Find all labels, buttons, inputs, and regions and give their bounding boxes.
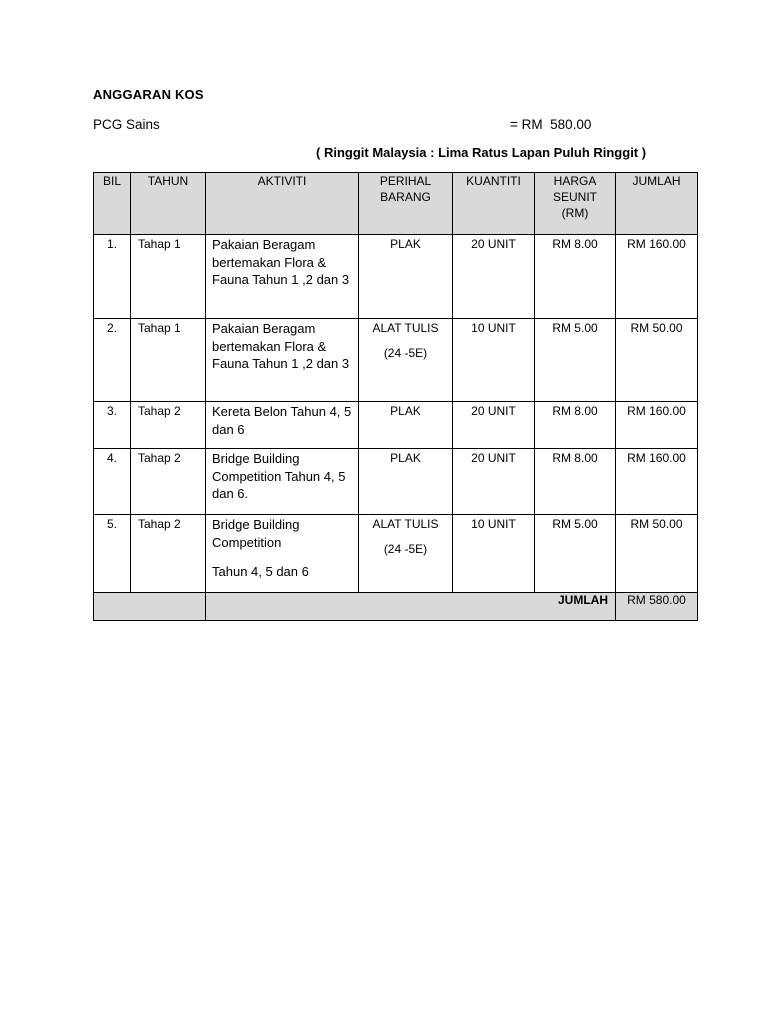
cell-jumlah: RM 160.00 — [616, 235, 698, 319]
cell-tahun: Tahap 2 — [131, 402, 206, 449]
total-label: JUMLAH — [206, 593, 616, 621]
perihal-note: (24 -5E) — [383, 542, 428, 556]
cell-aktiviti: Bridge Building Competition Tahun 4, 5 dan 6 — [206, 515, 359, 593]
header-bil: BIL — [94, 173, 131, 235]
cell-perihal: ALAT TULIS (24 -5E) — [359, 515, 453, 593]
table-row — [94, 319, 698, 402]
cell-aktiviti: Kereta Belon Tahun 4, 5 dan 6 — [206, 402, 359, 449]
table-row — [94, 402, 698, 449]
page-title: ANGGARAN KOS — [93, 87, 204, 102]
cost-label: PCG Sains — [93, 117, 160, 132]
cell-kuantiti: 20 UNIT — [453, 402, 535, 449]
table-row — [94, 235, 698, 319]
header-harga-seunit: HARGA SEUNIT (RM) — [535, 173, 616, 235]
cost-value: = RM 580.00 — [510, 117, 592, 132]
perihal-note: (24 -5E) — [383, 346, 428, 360]
cell-perihal: PLAK — [359, 235, 453, 319]
cell-bil: 1. — [94, 235, 131, 319]
cell-kuantiti: 20 UNIT — [453, 235, 535, 319]
cell-aktiviti: Pakaian Beragam bertemakan Flora & Fauna Tahun 1 ,2 dan 3 — [206, 235, 359, 319]
header-aktiviti: AKTIVITI — [206, 173, 359, 235]
cell-tahun: Tahap 2 — [131, 515, 206, 593]
cell-bil: 2. — [94, 319, 131, 402]
table-row — [94, 515, 698, 593]
cell-kuantiti: 10 UNIT — [453, 319, 535, 402]
table-header-row — [94, 173, 698, 235]
cell-jumlah: RM 160.00 — [616, 402, 698, 449]
cost-table — [93, 172, 698, 621]
cell-harga: RM 5.00 — [535, 515, 616, 593]
cell-jumlah: RM 50.00 — [616, 319, 698, 402]
table-row — [94, 449, 698, 515]
cell-perihal: PLAK — [359, 402, 453, 449]
total-row — [94, 593, 698, 621]
cell-harga: RM 8.00 — [535, 235, 616, 319]
cell-kuantiti: 10 UNIT — [453, 515, 535, 593]
header-tahun: TAHUN — [131, 173, 206, 235]
cell-tahun: Tahap 1 — [131, 319, 206, 402]
cell-perihal: ALAT TULIS (24 -5E) — [359, 319, 453, 402]
cell-bil: 4. — [94, 449, 131, 515]
header-kuantiti: KUANTITI — [453, 173, 535, 235]
amount-in-words: ( Ringgit Malaysia : Lima Ratus Lapan Puluh Ringgit ) — [316, 145, 647, 160]
header-perihal-barang: PERIHAL BARANG — [359, 173, 453, 235]
cell-harga: RM 5.00 — [535, 319, 616, 402]
cell-aktiviti: Bridge Building Competition Tahun 4, 5 dan 6. — [206, 449, 359, 515]
total-blank-cell — [94, 593, 206, 621]
cell-tahun: Tahap 2 — [131, 449, 206, 515]
total-value: RM 580.00 — [616, 593, 698, 621]
cell-tahun: Tahap 1 — [131, 235, 206, 319]
cell-harga: RM 8.00 — [535, 402, 616, 449]
cell-perihal: PLAK — [359, 449, 453, 515]
cell-kuantiti: 20 UNIT — [453, 449, 535, 515]
cell-bil: 5. — [94, 515, 131, 593]
cell-jumlah: RM 50.00 — [616, 515, 698, 593]
cell-harga: RM 8.00 — [535, 449, 616, 515]
cell-jumlah: RM 160.00 — [616, 449, 698, 515]
header-jumlah: JUMLAH — [616, 173, 698, 235]
cell-aktiviti: Pakaian Beragam bertemakan Flora & Fauna Tahun 1 ,2 dan 3 — [206, 319, 359, 402]
cell-bil: 3. — [94, 402, 131, 449]
